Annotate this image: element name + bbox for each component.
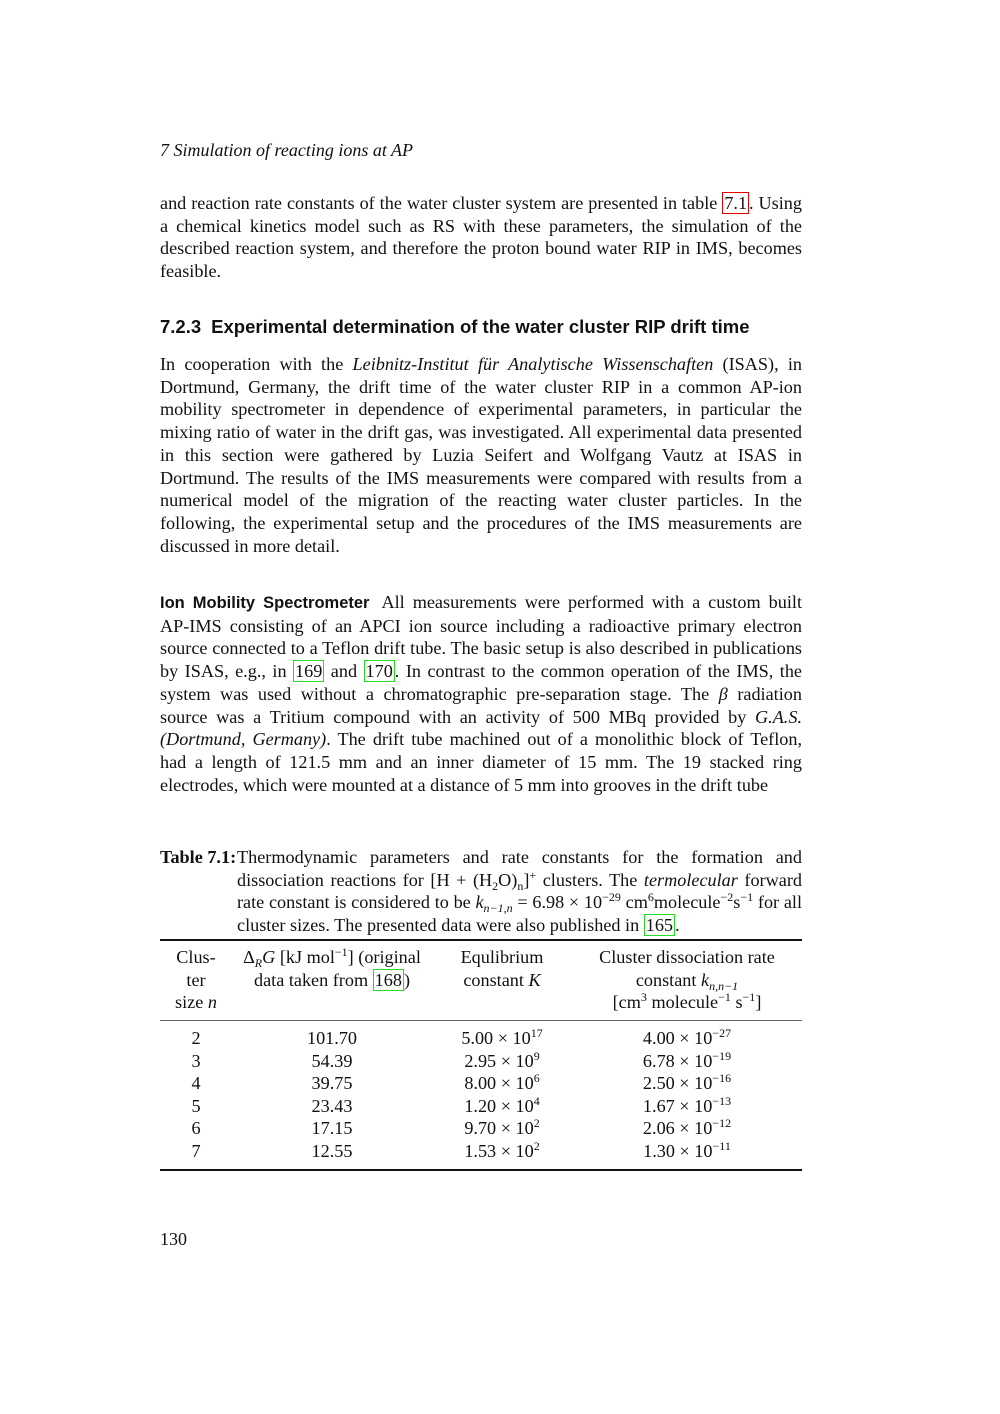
- text-span: s: [733, 892, 741, 913]
- beta-symbol: β: [718, 683, 728, 704]
- superscript: 3: [640, 990, 647, 1005]
- exponent: 17: [530, 1026, 543, 1041]
- header-text: constant: [463, 969, 529, 990]
- text-span: (ISAS), in Dortmund, Germany, the drift time of the water cluster RIP in a common AP-ion mobility spectrometer in dependence of experimental parameters, in particular the mixing ratio of water in the drift gas, was investigated. All experimental data presented in this section were gathered by Luzia Seifert and Wolfgang Vautz at ISAS in Dortmund. The results of the IMS measurements were compared with results from a numerical model of the migration of the reacting water cluster particles. In the following, the experimental setup and the procedures of the IMS measurements are discussed in more detail.: [160, 354, 802, 556]
- table-caption: [160, 846, 802, 937]
- cell-dissociation-rate: [572, 1140, 802, 1170]
- cell-cluster-size: 4: [191, 1073, 201, 1094]
- superscript: −1: [718, 990, 731, 1005]
- cell-equilibrium-constant: [432, 1117, 572, 1140]
- cell-equilibrium-constant: [432, 1021, 572, 1050]
- cell-equilibrium-constant: [432, 1140, 572, 1170]
- exponent: 2: [533, 1139, 540, 1154]
- text-span: Thermodynamic parameters and rate constants for the formation and dissociation reactions for [H + (H: [237, 847, 802, 890]
- header-equilibrium-constant: [432, 940, 572, 1021]
- emphasis: termolecular: [643, 869, 738, 890]
- math-symbol: k: [700, 969, 710, 990]
- cell-cluster-size: 7: [191, 1141, 201, 1162]
- header-text: molecule: [646, 992, 719, 1013]
- text-span: molecule: [653, 892, 721, 913]
- table-row: [160, 1117, 802, 1140]
- superscript: −1: [334, 945, 348, 959]
- cell-cluster-size: 3: [191, 1050, 201, 1071]
- mantissa: 2.06 × 10: [642, 1118, 713, 1139]
- intro-paragraph: [160, 192, 802, 283]
- superscript: −1: [740, 890, 754, 905]
- paragraph-heading: Ion Mobility Spectrometer: [160, 594, 370, 612]
- table-row: [160, 1072, 802, 1095]
- mantissa: 8.00 × 10: [464, 1073, 534, 1094]
- header-text: s: [730, 992, 743, 1013]
- cell-gibbs-energy: 54.39: [311, 1050, 353, 1071]
- math-symbol: n: [207, 992, 217, 1013]
- superscript: −1: [742, 990, 756, 1005]
- mantissa: 1.53 × 10: [464, 1141, 534, 1162]
- cell-dissociation-rate: [572, 1050, 802, 1073]
- subscript: n,n−1: [709, 978, 739, 993]
- page-number: 130: [160, 1229, 187, 1249]
- text-span: clusters. The: [536, 869, 644, 890]
- text-span: .: [675, 915, 680, 936]
- cell-dissociation-rate: [572, 1072, 802, 1095]
- running-head: 7 Simulation of reacting ions at AP: [160, 140, 413, 160]
- cell-equilibrium-constant: [432, 1095, 572, 1118]
- mantissa: 2.95 × 10: [464, 1050, 534, 1071]
- mantissa: 1.67 × 10: [642, 1095, 713, 1116]
- table-row: [160, 1050, 802, 1073]
- caption-text: [237, 846, 802, 937]
- exponent: 9: [533, 1048, 540, 1063]
- superscript: −2: [720, 890, 734, 905]
- exponent: 6: [533, 1071, 540, 1086]
- text-span: radiation source was a Tritium compound with an activity of 500 MBq provided by: [160, 683, 802, 727]
- cell-dissociation-rate: [572, 1021, 802, 1050]
- header-text: [cm: [612, 992, 641, 1013]
- cell-equilibrium-constant: [432, 1050, 572, 1073]
- exponent: 4: [533, 1093, 540, 1108]
- citation-link[interactable]: 165: [645, 915, 674, 936]
- mantissa: 1.30 × 10: [643, 1141, 713, 1162]
- mantissa: 5.00 × 10: [461, 1028, 531, 1049]
- header-text: constant: [635, 969, 701, 990]
- text-span: All measurements were performed with a custom built AP-IMS consisting of an APCI ion source including a radioactive primary electron source connected to a Teflon drift tube. The basic setup is also described in publications by ISAS, e.g., in: [160, 592, 802, 682]
- header-gibbs-energy: [232, 940, 432, 1021]
- text-span: In cooperation with the: [160, 354, 353, 374]
- cell-gibbs-energy: 17.15: [311, 1118, 353, 1139]
- math-symbol: G: [262, 947, 276, 967]
- header-text: Clus-: [176, 947, 216, 967]
- mantissa: 4.00 × 10: [642, 1028, 713, 1049]
- cell-equilibrium-constant: [432, 1072, 572, 1095]
- table-row: [160, 1140, 802, 1170]
- text-span: . The drift tube machined out of a monolithic block of Teflon, had a length of 121.5 mm and an inner diameter of 15 mm. The 19 stacked ring electrodes, which were mounted at a distance of 5 mm into grooves in the drift tube: [160, 729, 802, 795]
- header-text: size: [175, 992, 208, 1013]
- header-text: Equlibrium: [460, 947, 544, 967]
- section-paragraph: [160, 353, 802, 557]
- exponent: −16: [712, 1071, 732, 1086]
- cell-cluster-size: 2: [191, 1028, 201, 1049]
- header-text: ): [403, 969, 410, 990]
- math-symbol: k: [475, 892, 484, 913]
- superscript: 6: [647, 890, 654, 905]
- header-text: [kJ mol: [275, 947, 335, 967]
- table-row: [160, 1021, 802, 1050]
- caption-label: Table 7.1:: [160, 847, 237, 867]
- exponent: −13: [712, 1093, 732, 1108]
- table-reference-link[interactable]: 7.1: [724, 193, 748, 213]
- institute-name: Leibnitz-Institut für Analytische Wissenschaften: [352, 354, 714, 374]
- text-span: and: [324, 661, 364, 682]
- cell-gibbs-energy: 101.70: [306, 1028, 357, 1049]
- math-symbol: Δ: [243, 947, 255, 967]
- superscript: −29: [602, 890, 621, 905]
- text-span: . Using a chemical kinetics model such as RS with these parameters, the simulation of the described reaction system, and therefore the proton bound water RIP in IMS, becomes feasible.: [160, 193, 802, 282]
- ims-paragraph: [160, 591, 802, 796]
- header-text: ]: [755, 992, 762, 1013]
- section-heading: [160, 316, 750, 338]
- subscript: 2: [492, 878, 499, 893]
- citation-link[interactable]: 170: [365, 661, 393, 682]
- exponent: −27: [712, 1026, 732, 1041]
- mantissa: 9.70 × 10: [464, 1118, 534, 1139]
- data-table: [160, 939, 802, 1171]
- header-dissociation-rate: [572, 940, 802, 1021]
- subscript: n−1,n: [483, 901, 513, 916]
- exponent: −12: [712, 1116, 732, 1131]
- text-span: ]: [523, 869, 530, 890]
- exponent: −11: [712, 1139, 731, 1154]
- math-symbol: K: [528, 969, 541, 990]
- subscript: n: [517, 878, 524, 893]
- header-text: ] (original: [347, 947, 421, 967]
- text-span: . In contrast to the common operation of the IMS, the system was used without a chromatographic pre-separation stage. The: [160, 661, 802, 704]
- cell-gibbs-energy: 23.43: [311, 1095, 353, 1116]
- cell-cluster-size: 6: [191, 1118, 201, 1139]
- text-span: forward rate constant is considered to be: [237, 869, 802, 913]
- text-span: O): [498, 869, 518, 890]
- cell-gibbs-energy: 39.75: [311, 1073, 353, 1094]
- superscript: +: [529, 867, 537, 882]
- mantissa: 2.50 × 10: [642, 1073, 713, 1094]
- company-name: G.A.S. (Dortmund, Germany): [160, 706, 802, 750]
- text-span: for all cluster sizes. The presented data were also published in: [237, 892, 802, 936]
- cell-gibbs-energy: 12.55: [311, 1141, 353, 1162]
- exponent: −19: [712, 1048, 732, 1063]
- exponent: 2: [533, 1116, 540, 1131]
- subscript: R: [254, 956, 263, 970]
- cell-dissociation-rate: [572, 1095, 802, 1118]
- mantissa: 6.78 × 10: [642, 1050, 713, 1071]
- header-cluster-size: [160, 940, 232, 1021]
- text-span: = 6.98 × 10: [512, 892, 603, 913]
- text-span: cm: [620, 892, 648, 913]
- citation-link[interactable]: 168: [374, 969, 402, 990]
- section-number: 7.2.3: [160, 316, 202, 337]
- cell-dissociation-rate: [572, 1117, 802, 1140]
- header-text: ter: [186, 969, 206, 990]
- table-row: [160, 1095, 802, 1118]
- header-text: Cluster dissociation rate: [599, 947, 775, 967]
- text-span: and reaction rate constants of the water cluster system are presented in table: [160, 193, 723, 213]
- citation-link[interactable]: 169: [295, 661, 323, 682]
- cell-cluster-size: 5: [191, 1095, 201, 1116]
- header-text: data taken from: [253, 969, 373, 990]
- section-title: Experimental determination of the water cluster RIP drift time: [211, 316, 750, 337]
- mantissa: 1.20 × 10: [464, 1095, 534, 1116]
- table-header-row: [160, 940, 802, 1021]
